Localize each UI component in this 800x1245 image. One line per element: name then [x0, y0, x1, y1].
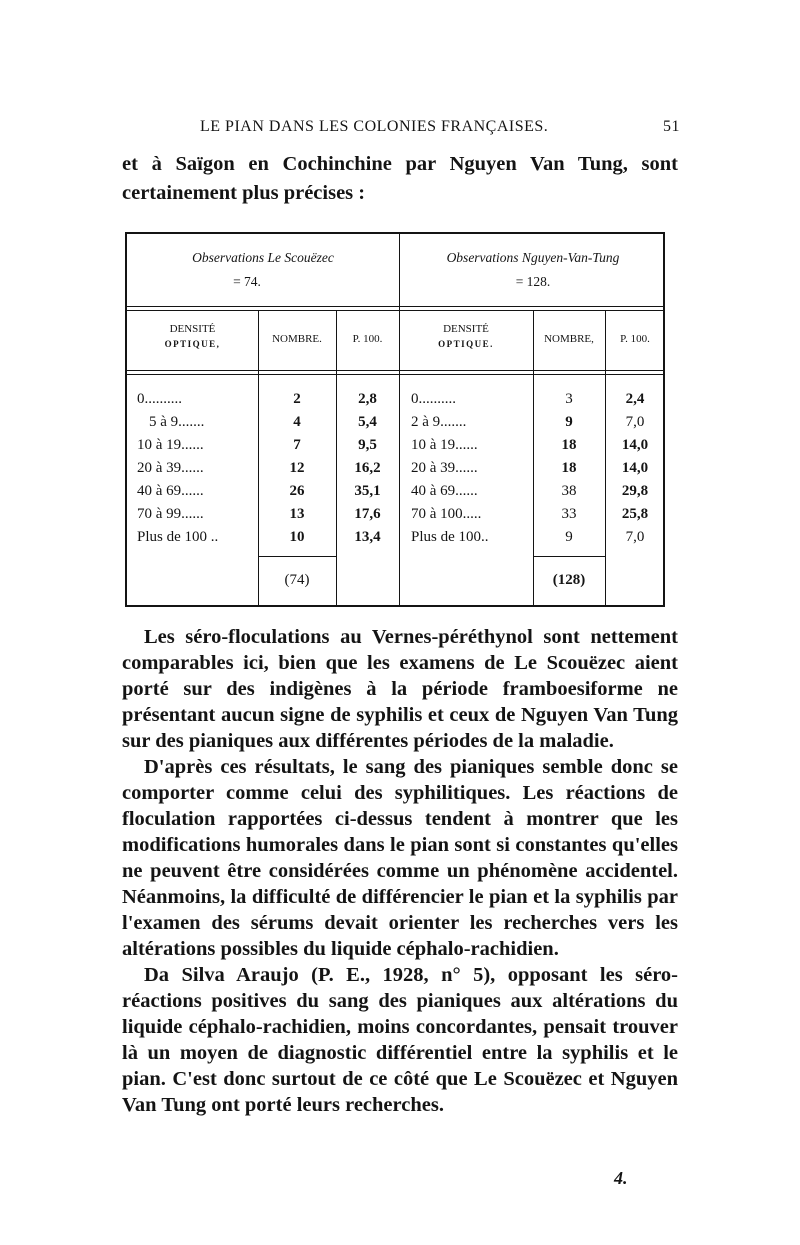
density-range: 0.......... — [137, 391, 182, 407]
col-head-density-left — [127, 322, 258, 352]
running-title: LE PIAN DANS LES COLONIES FRANÇAISES. — [200, 118, 549, 135]
density-range: 0.......... — [411, 391, 456, 407]
percent-value: 7,0 — [625, 529, 645, 545]
count-value: 9 — [565, 414, 573, 430]
body-text — [122, 624, 678, 1118]
table-row — [399, 388, 665, 411]
table-row — [399, 457, 665, 480]
right-group-total: = 128. — [515, 274, 551, 289]
table-row — [399, 480, 665, 503]
col-head-density-right — [399, 322, 533, 352]
col-head-p100-left: P. 100. — [352, 333, 383, 345]
percent-value: 5,4 — [358, 414, 377, 430]
percent-value: 9,5 — [358, 437, 377, 453]
table-row — [127, 526, 399, 549]
percent-value: 13,4 — [354, 529, 381, 545]
table-row — [127, 457, 399, 480]
col-head-nombre-left: NOMBRE. — [272, 333, 322, 345]
right-group-title: Observations Nguyen-Van-Tung — [446, 250, 620, 265]
col-head-density-label: DENSITÉ — [169, 323, 216, 335]
percent-value: 2,4 — [625, 391, 645, 407]
table-row — [127, 434, 399, 457]
percent-value: 35,1 — [354, 483, 381, 499]
density-range: 20 à 39...... — [137, 460, 204, 476]
observations-table — [125, 232, 665, 607]
paragraph: Les séro-floculations au Vernes-péréthynol sont nettement comparables ici, bien que les examens de Le Scouëzec aient porté sur des indigènes à la période framboesiforme ne présentant aucun signe de syphilis et ceux de Nguyen Van Tung sur des pianiques aux différentes périodes de la maladie. — [122, 626, 678, 752]
count-value: 12 — [289, 460, 305, 476]
table-rule — [127, 310, 663, 311]
density-range: 70 à 100..... — [411, 506, 482, 522]
col-head-p100-right: P. 100. — [620, 333, 650, 345]
count-value: 7 — [293, 437, 301, 453]
table-row — [127, 411, 399, 434]
table-rule — [127, 374, 663, 375]
percent-value: 17,6 — [354, 506, 381, 522]
col-head-density-sub: OPTIQUE, — [164, 339, 221, 349]
count-value: 2 — [293, 391, 301, 407]
left-sum: (74) — [284, 572, 310, 588]
count-value: 4 — [293, 414, 301, 430]
percent-value: 29,8 — [621, 483, 649, 499]
percent-value: 16,2 — [354, 460, 381, 476]
percent-value: 2,8 — [358, 391, 377, 407]
table-rule — [533, 556, 605, 557]
density-range: 70 à 99...... — [137, 506, 204, 522]
page-number: 51 — [663, 118, 680, 135]
table-row — [127, 503, 399, 526]
count-value: 38 — [561, 483, 577, 499]
table-row — [127, 388, 399, 411]
table-rule — [258, 556, 336, 557]
density-range: 40 à 69...... — [137, 483, 204, 499]
col-head-density-sub: OPTIQUE. — [438, 339, 494, 349]
density-range: Plus de 100.. — [411, 529, 489, 545]
signature-mark: 4. — [614, 1168, 628, 1188]
col-head-density-label: DENSITÉ — [443, 323, 489, 335]
density-range: 40 à 69...... — [411, 483, 478, 499]
count-value: 18 — [561, 437, 577, 453]
table-row — [399, 526, 665, 549]
table-rule — [127, 306, 663, 307]
col-head-nombre-right: NOMBRE, — [544, 333, 594, 345]
table-row — [127, 480, 399, 503]
density-range: Plus de 100 .. — [137, 529, 219, 545]
count-value: 33 — [561, 506, 577, 522]
density-range: 10 à 19...... — [411, 437, 478, 453]
count-value: 26 — [289, 483, 305, 499]
density-range: 10 à 19...... — [137, 437, 204, 453]
paragraph: D'après ces résultats, le sang des pianiques semble donc se comporter comme celui des syphilitiques. Les réactions de floculation rapportées ci-dessus tendent à montrer que les modifications humorales dans le pian sont si constantes qu'elles ne peuvent être considérées comme un phénomène accidentel. Néanmoins, la difficulté de différencier le pian et la syphilis par l'examen des sérums devait orienter les recherches vers les altérations possibles du liquide céphalo-rachidien. — [122, 756, 678, 960]
count-value: 13 — [289, 506, 305, 522]
percent-value: 25,8 — [621, 506, 649, 522]
density-range: 2 à 9....... — [411, 414, 467, 430]
table-row — [399, 411, 665, 434]
density-range: 5 à 9....... — [149, 414, 205, 430]
count-value: 9 — [565, 529, 573, 545]
count-value: 3 — [565, 391, 573, 407]
left-group-total: = 74. — [233, 274, 261, 289]
right-sum: (128) — [552, 572, 586, 588]
intro-text: et à Saïgon en Cochinchine par Nguyen Van Tung, sont certainement plus précises : — [122, 153, 678, 204]
percent-value: 14,0 — [621, 437, 649, 453]
left-group-title: Observations Le Scouëzec — [192, 250, 334, 265]
paragraph: Da Silva Araujo (P. E., 1928, n° 5), opposant les séro-réactions positives du sang des pianiques aux altérations du liquide céphalo-rachidien, moins concordantes, pensait trouver là un moyen de diagnostic différentiel entre la syphilis et le pian. C'est donc surtout de ce côté que Le Scouëzec et Nguyen Van Tung ont porté leurs recherches. — [122, 964, 678, 1116]
percent-value: 7,0 — [625, 414, 645, 430]
table-row — [399, 434, 665, 457]
count-value: 18 — [561, 460, 577, 476]
percent-value: 14,0 — [621, 460, 649, 476]
table-row — [399, 503, 665, 526]
density-range: 20 à 39...... — [411, 460, 478, 476]
count-value: 10 — [289, 529, 305, 545]
table-rule — [127, 370, 663, 371]
